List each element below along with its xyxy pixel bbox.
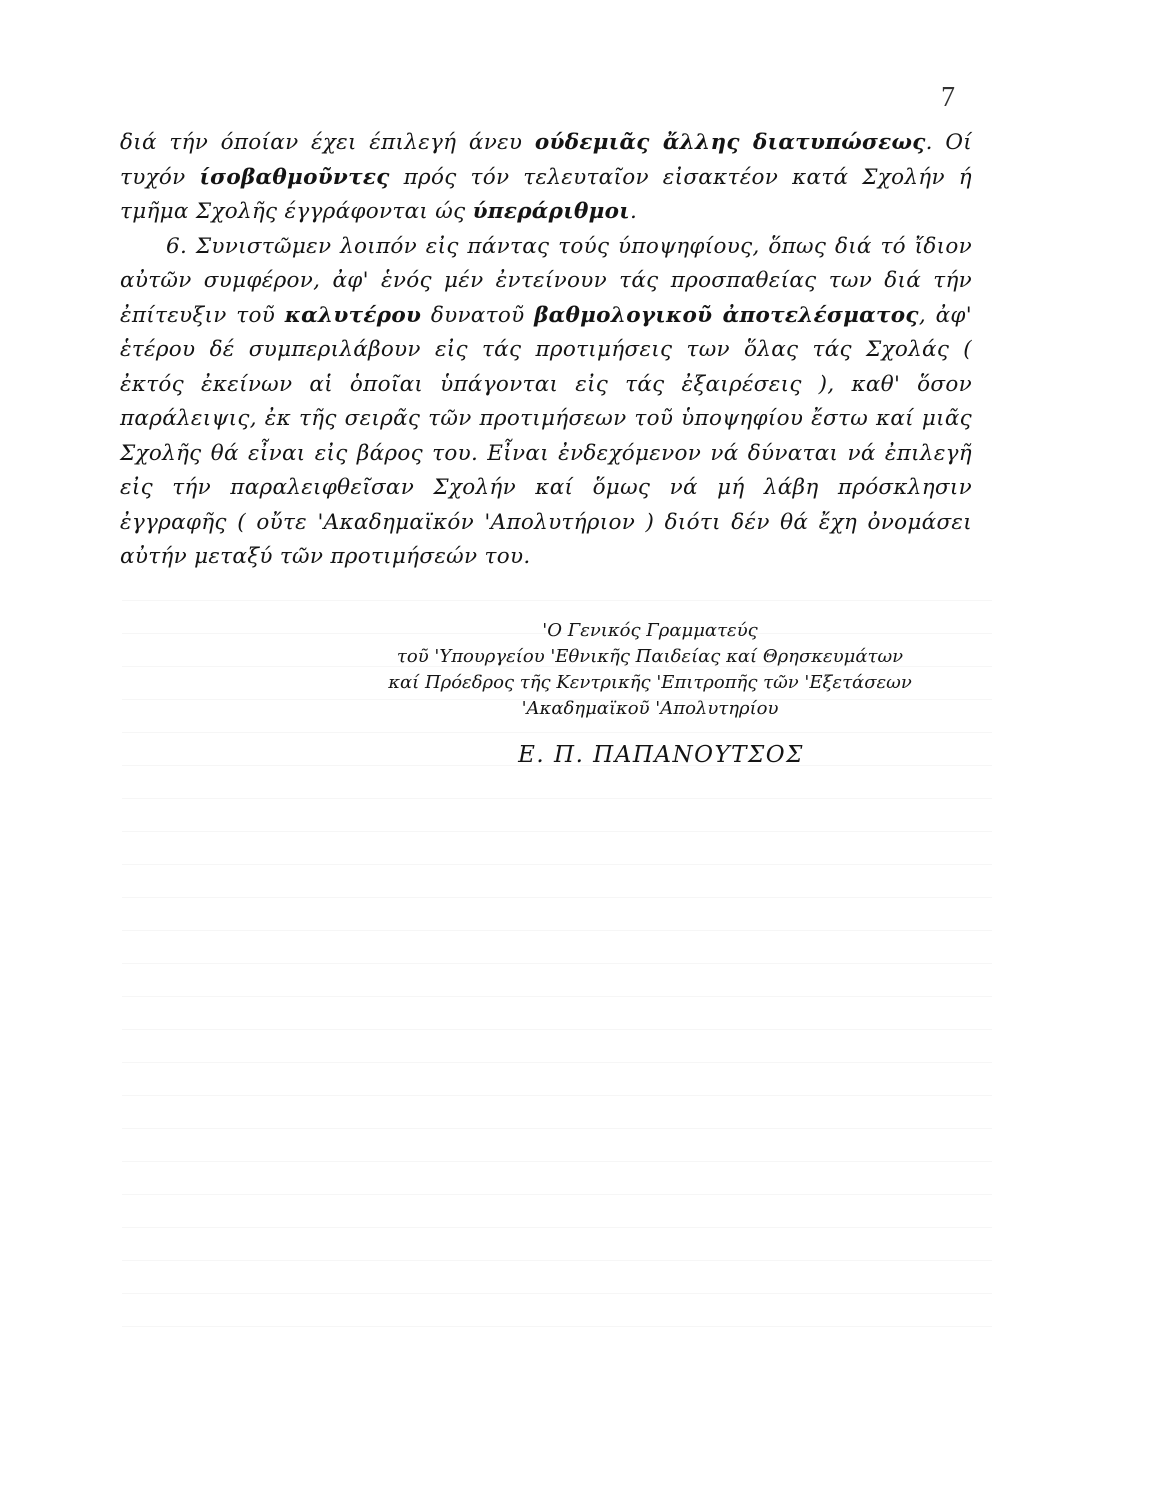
signature-name: Ε. Π. ΠΑΠΑΝΟΥΤΣΟΣ [518, 742, 804, 768]
paragraph-1-text-4: . [629, 199, 638, 224]
paragraph-1-text-3: πρός τόν τελευταῖον εἰσακτέον κατά Σχολήν ή τμῆμα Σχολῆς έγγράφονται ώς [120, 164, 972, 224]
page-number: 7 [941, 82, 955, 113]
body-text [120, 126, 972, 575]
signature-committee: καί Πρόεδρος τῆς Κεντρικῆς 'Επιτροπῆς τῶν 'Εξετάσεων [388, 672, 912, 693]
paragraph-2 [120, 230, 972, 575]
paragraph-2-text-3: , ἀφ' ἑτέρου δέ συμπεριλάβουν εἰς τάς προτιμήσεις των ὅλας τάς Σχολάς ( ἐκτός ἐκείνων αἱ ὁποῖαι ὑπάγονται εἰς τάς ἐξαιρέσεις ), καθ' ὅσον παράλειψις, ἐκ τῆς σειρᾶς τῶν προτιμήσεων τοῦ ὑποψηφίου ἔστω καί μιᾶς Σχολῆς θά εἶναι εἰς βάρος του. Εἶναι ἐνδεχόμενον νά δύναται νά ἐπιλεγῆ εἰς τήν παραλειφθεῖσαν Σχολήν καί ὅμως νά μή λάβη πρόσκλησιν ἐγγραφῆς ( οὔτε 'Ακαδημαϊκόν 'Απολυτήριον ) διότι δέν θά ἔχη ὀνομάσει αὐτήν μεταξύ τῶν προτιμήσεών του. [120, 302, 972, 569]
paragraph-2-emphasis-2: βαθμολογικοῦ ἀποτελέσματος [534, 302, 919, 328]
paragraph-2-emphasis-1: καλυτέρου [284, 302, 422, 328]
signature-certificate: 'Ακαδημαϊκοῦ 'Απολυτηρίου [521, 698, 779, 719]
paragraph-1-emphasis-2: ίσοβαθμοῦντες [199, 164, 390, 190]
signature-title: 'Ο Γενικός Γραμματεύς [542, 620, 758, 641]
paragraph-1-emphasis-1: ούδεμιᾶς ἄλλης διατυπώσεως [534, 130, 926, 155]
paragraph-1-emphasis-3: ύπεράριθμοι [472, 199, 630, 224]
paragraph-1-text-1: διά τήν όποίαν έχει έπιλεγή άνευ [120, 130, 535, 155]
paragraph-2-text-2: δυνατοῦ [421, 302, 535, 328]
signature-ministry: τοῦ 'Υπουργείου 'Εθνικῆς Παιδείας καί Θρησκευμάτων [396, 646, 904, 667]
paragraph-1 [120, 126, 972, 230]
signature-block [340, 618, 960, 768]
paragraph-2-text-1: 6. Συνιστῶμεν λοιπόν εἰς πάντας τούς ύποψηφίους, ὅπως διά τό ἴδιον αὐτῶν συμφέρον, ἀφ' ἑνός μέν ἐντείνουν τάς προσπαθείας των διά τήν ἐπίτευξιν τοῦ [120, 233, 972, 328]
paragraph-1-text-2: . Οί τυχόν [120, 130, 972, 190]
